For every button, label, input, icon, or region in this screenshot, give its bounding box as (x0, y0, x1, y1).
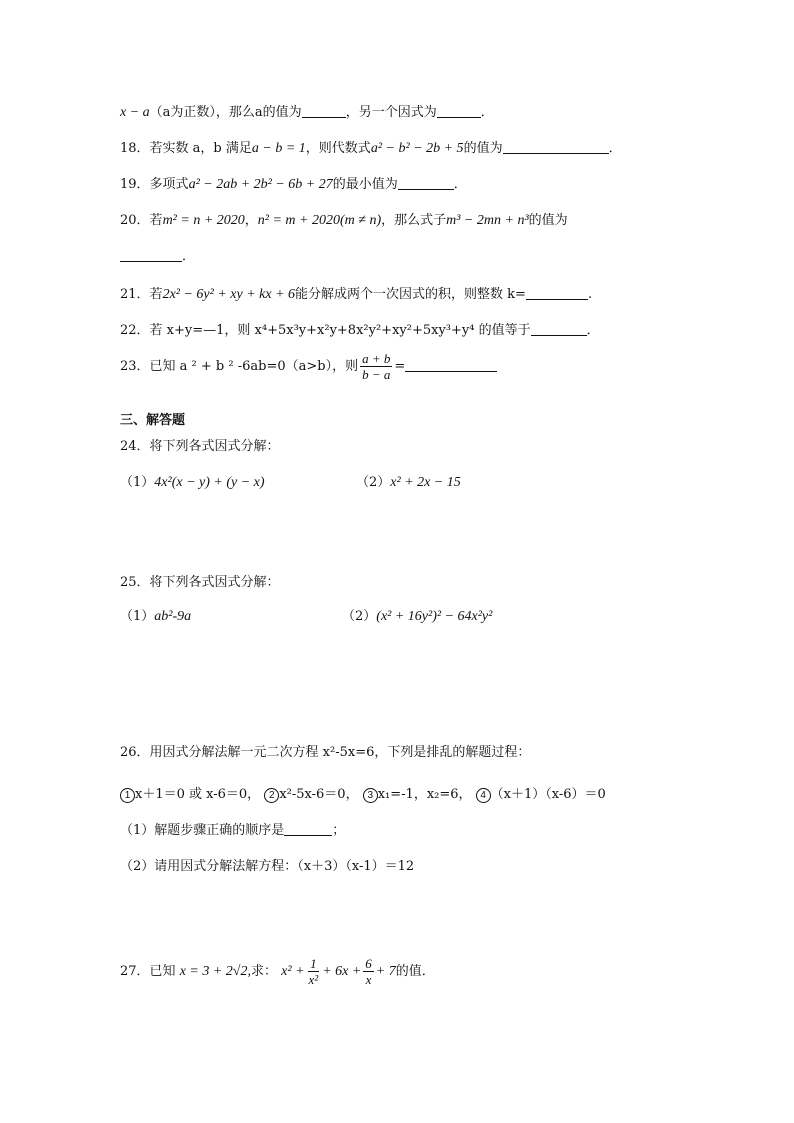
q17-expr: x − a (120, 105, 150, 120)
step-number: 3 (363, 788, 378, 803)
fraction: $\frac{1}{\text{x²}}$ (308, 956, 319, 987)
question-26-steps: 1 x＋1＝0 或 x-6＝0， 2 x²-5x-6＝0， 3 x₁=-1，x₂=6， 4 （x＋1）（x-6）＝0 (120, 786, 606, 804)
question-27: 27．已知 x = 3 + 2√2,求： x² + $\frac{1}{\text{x²}}$ + 6x + $\frac{6}{x}$ + 7的值． (120, 956, 435, 987)
question-20: 20．若m² = n + 2020，n² = m + 2020(m ≠ n)，那么式子m³ − 2mn + n³的值为 (120, 213, 568, 228)
question-25: 25．将下列各式因式分解： (120, 575, 280, 590)
question-24: 24．将下列各式因式分解： (120, 439, 280, 454)
answer-blank[interactable] (405, 358, 497, 372)
question-19: 19．多项式a² − 2ab + 2b² − 6b + 27的最小值为 ． (120, 177, 467, 192)
answer-blank[interactable] (531, 322, 587, 336)
answer-blank[interactable] (120, 248, 182, 262)
q17-tail: x − a（a为正数），那么a的值为 ，另一个因式为 ． (120, 105, 494, 120)
section-title: 三、解答题 (120, 413, 186, 428)
answer-blank[interactable] (284, 822, 332, 836)
answer-blank[interactable] (302, 104, 346, 118)
step-number: 4 (476, 788, 491, 803)
answer-blank[interactable] (526, 286, 588, 300)
question-24-part-2: （2）x² + 2x − 15 (356, 475, 461, 490)
question-18: 18．若实数 a，b 满足a − b = 1，则代数式a² − b² − 2b + 5的值为 ． (120, 141, 622, 156)
question-23: 23．已知 a ² + b ² -6ab=0（a>b），则 $\frac{a + b}{b - a}$ = (120, 350, 497, 384)
question-22: 22．若 x+y=—1，则 x⁴+5x³y+x²y+8x²y²+xy²+5xy³+y⁴ 的值等于 ． (120, 323, 600, 338)
step-number: 2 (264, 788, 279, 803)
question-25-part-2: （2）(x² + 16y²)² − 64x²y² (342, 609, 493, 624)
question-26-sub-1: （1）解题步骤正确的顺序是 ； (120, 823, 346, 838)
fraction: $\frac{6}{x}$ (365, 956, 372, 987)
question-25-part-1: （1）ab²-9a (120, 609, 192, 624)
question-26: 26．用因式分解法解一元二次方程 x²-5x=6，下列是排乱的解题过程： (120, 745, 531, 760)
question-24-part-1: （1）4x²(x − y) + (y − x) (120, 475, 265, 490)
question-20-answer: ． (120, 248, 195, 266)
answer-blank[interactable] (398, 176, 454, 190)
question-26-sub-2: （2）请用因式分解法解方程：（x＋3）（x-1）＝12 (120, 859, 415, 874)
answer-blank[interactable] (437, 104, 481, 118)
step-number: 1 (120, 788, 135, 803)
fraction: $\frac{a + b}{b - a}$ (362, 351, 391, 382)
answer-blank[interactable] (503, 140, 609, 154)
question-21: 21．若2x² − 6y² + xy + kx + 6能分解成两个一次因式的积，则整数 k= . (120, 287, 593, 302)
